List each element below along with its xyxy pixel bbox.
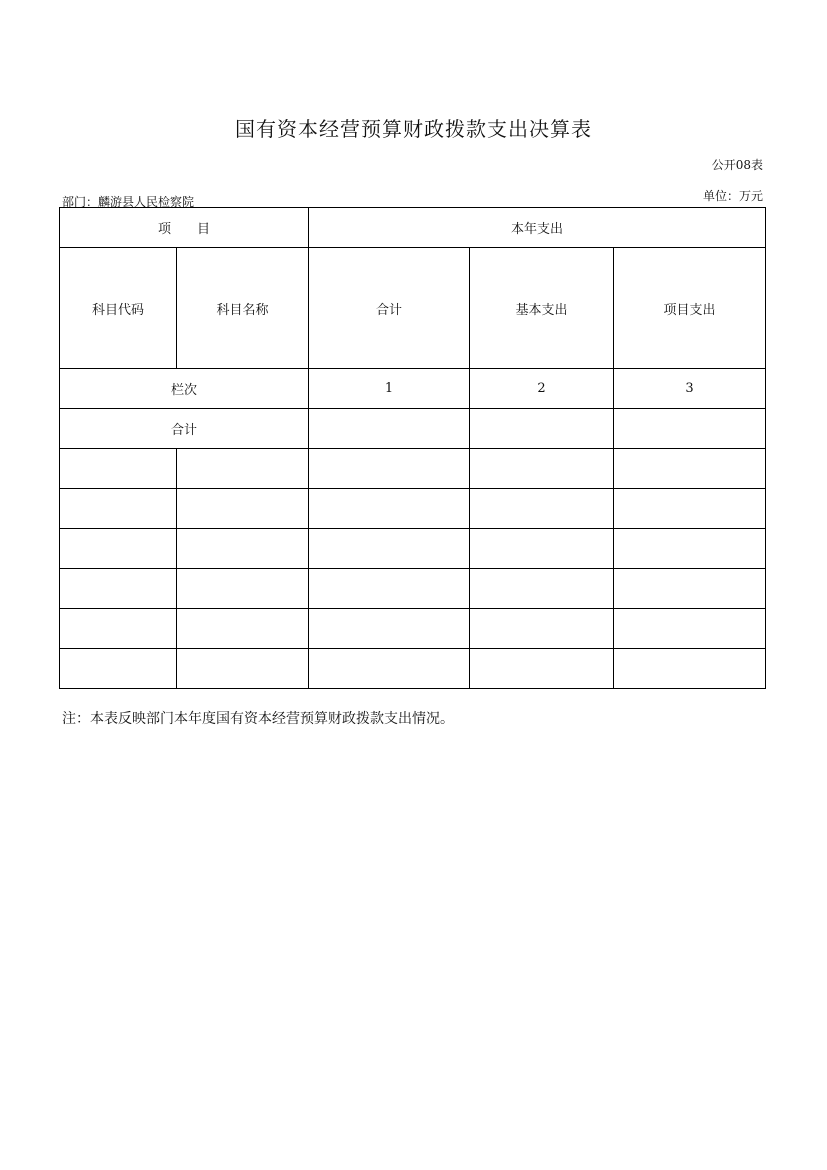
cell-project [614, 529, 766, 569]
col-header-total: 合计 [309, 248, 470, 369]
header-expense-cell: 本年支出 [309, 208, 766, 248]
department-label: 部门：麟游县人民检察院 [62, 195, 195, 209]
cell-code [60, 529, 177, 569]
table-row [60, 569, 766, 609]
cell-basic [470, 529, 614, 569]
cell-code [60, 609, 177, 649]
cell-total [309, 489, 470, 529]
cell-name [177, 489, 309, 529]
table-row [60, 449, 766, 489]
expenditure-table [59, 207, 766, 689]
cell-code [60, 489, 177, 529]
form-number: 公开08表 [711, 158, 763, 172]
cell-total [309, 569, 470, 609]
cell-basic [470, 609, 614, 649]
index-row [60, 369, 766, 409]
table-row [60, 529, 766, 569]
table-note: 注：本表反映部门本年度国有资本经营预算财政拨款支出情况。 [62, 711, 454, 727]
total-project-cell [614, 409, 766, 449]
cell-basic [470, 649, 614, 689]
header-item-cell: 项 目 [60, 208, 309, 248]
table-row [60, 649, 766, 689]
cell-basic [470, 489, 614, 529]
col-header-basic: 基本支出 [470, 248, 614, 369]
cell-name [177, 569, 309, 609]
cell-project [614, 609, 766, 649]
header-row-2 [60, 248, 766, 369]
total-row [60, 409, 766, 449]
index-cell-1: 1 [309, 369, 470, 409]
index-label-cell: 栏次 [60, 369, 309, 409]
cell-project [614, 449, 766, 489]
table-row [60, 609, 766, 649]
total-label-cell: 合计 [60, 409, 309, 449]
cell-total [309, 649, 470, 689]
cell-basic [470, 569, 614, 609]
cell-total [309, 449, 470, 489]
total-value-cell [309, 409, 470, 449]
cell-name [177, 649, 309, 689]
index-cell-3: 3 [614, 369, 766, 409]
page-title: 国有资本经营预算财政拨款支出决算表 [235, 117, 592, 141]
cell-project [614, 489, 766, 529]
cell-name [177, 609, 309, 649]
unit-label: 单位：万元 [702, 189, 763, 203]
cell-code [60, 449, 177, 489]
cell-basic [470, 449, 614, 489]
cell-total [309, 609, 470, 649]
cell-code [60, 569, 177, 609]
cell-code [60, 649, 177, 689]
col-header-name: 科目名称 [177, 248, 309, 369]
table-row [60, 489, 766, 529]
cell-name [177, 449, 309, 489]
col-header-project: 项目支出 [614, 248, 766, 369]
col-header-code: 科目代码 [60, 248, 177, 369]
cell-total [309, 529, 470, 569]
cell-project [614, 569, 766, 609]
cell-project [614, 649, 766, 689]
header-row-1 [60, 208, 766, 248]
total-basic-cell [470, 409, 614, 449]
cell-name [177, 529, 309, 569]
index-cell-2: 2 [470, 369, 614, 409]
